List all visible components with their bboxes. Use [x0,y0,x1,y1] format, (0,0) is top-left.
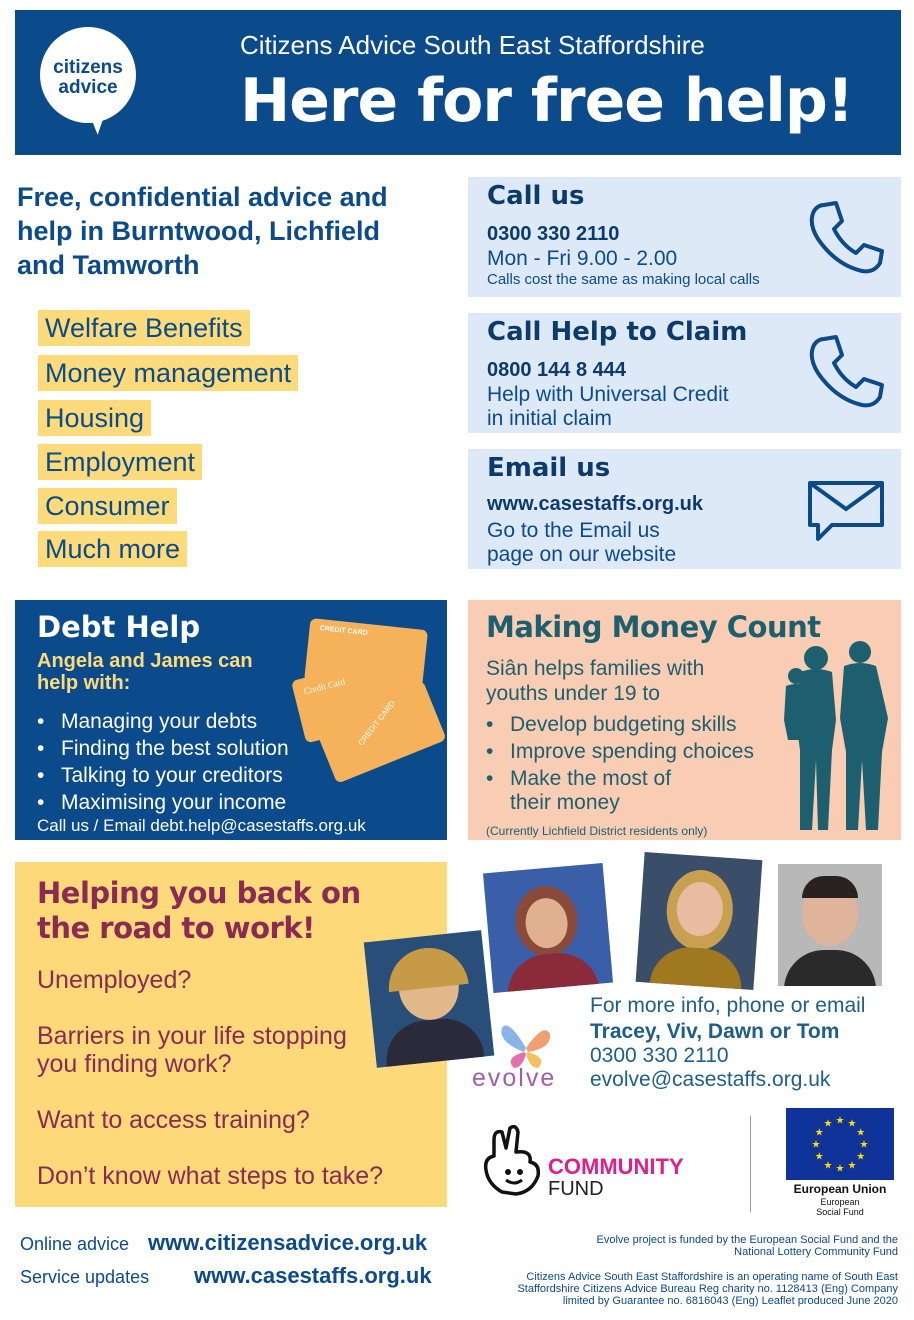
evolve-email[interactable]: evolve@casestaffs.org.uk [590,1068,831,1091]
service-much-more: Much more [38,531,187,567]
phone-icon [806,199,886,277]
debt-subtitle: Angela and James can help with: [37,650,253,694]
debt-bullet: • Finding the best solution [37,735,289,762]
eu-label: European Union [793,1182,887,1196]
family-silhouette-icon [778,640,896,835]
work-question: Want to access training? [37,1106,310,1134]
envelope-icon [806,479,886,543]
help-to-claim-line1: Help with Universal Credit [487,383,729,406]
eu-star: ★ [814,1151,824,1163]
eu-flag-icon [786,1108,894,1180]
eu-star: ★ [856,1151,866,1163]
evolve-logo-text: evolve [472,1064,557,1092]
national-lottery-hand-icon [480,1122,546,1200]
staff-photo [636,852,763,990]
card-label: Credit Card [302,676,347,697]
money-title: Making Money Count [486,610,821,644]
email-us-url[interactable]: www.casestaffs.org.uk [487,493,703,515]
eu-star: ★ [823,1160,833,1172]
money-intro: Siân helps families with youths under 19 to [486,657,705,705]
evolve-butterfly-icon [498,1018,554,1070]
staff-photo [778,864,882,986]
money-bullet: • Develop budgeting skills [486,713,786,737]
service-housing: Housing [38,400,151,436]
eu-star: ★ [847,1160,857,1172]
fund-text: FUND [548,1178,604,1200]
call-us-box [468,177,901,297]
help-to-claim-title: Call Help to Claim [487,317,748,347]
phone-icon [806,333,886,411]
money-bullet: • Make the most of their money [486,767,700,815]
debt-bullet: • Maximising your income [37,789,289,816]
eu-star: ★ [856,1127,866,1139]
evolve-names: Tracey, Viv, Dawn or Tom [590,1020,840,1043]
headline: Here for free help! [240,66,854,136]
money-bullet: • Improve spending choices [486,740,786,764]
call-us-title: Call us [487,181,585,211]
eu-star: ★ [823,1118,833,1130]
organisation-name: Citizens Advice South East Staffordshire [240,30,705,60]
card-label: CREDIT CARD [319,625,368,638]
email-us-line2: page on our website [487,543,677,566]
service-updates-label: Service updates [20,1267,150,1287]
eu-star: ★ [859,1139,869,1151]
eu-star: ★ [847,1118,857,1130]
money-bullets [486,713,786,815]
help-to-claim-line2: in initial claim [487,407,612,430]
funding-note: Evolve project is funded by the European Social Fund and the National Lottery Community Fund [596,1234,898,1258]
logo-text: citizens advice [53,57,123,98]
help-to-claim-phone[interactable]: 0800 144 8 444 [487,359,627,381]
service-employment: Employment [38,444,202,480]
email-us-line1: Go to the Email us [487,519,660,542]
card-label: CREDIT CARD [356,698,398,748]
call-us-note: Calls cost the same as making local calls [487,271,760,288]
debt-contact[interactable]: Call us / Email debt.help@casestaffs.org.uk [37,816,366,835]
eu-star: ★ [814,1127,824,1139]
money-note: (Currently Lichfield District residents only) [486,824,708,838]
evolve-line1: For more info, phone or email [590,994,866,1017]
online-advice-label: Online advice [20,1234,130,1254]
service-money-management: Money management [38,355,298,391]
call-us-hours: Mon - Fri 9.00 - 2.00 [487,247,678,270]
eu-star: ★ [811,1139,821,1151]
community-fund-text: COMMUNITY [548,1154,684,1179]
call-us-phone[interactable]: 0300 330 2110 [487,223,620,245]
debt-bullets [37,708,289,816]
eu-star: ★ [835,1163,845,1175]
service-consumer: Consumer [38,488,177,524]
work-question: Barriers in your life stopping you finding work? [37,1022,347,1078]
debt-title: Debt Help [37,610,201,644]
email-us-title: Email us [487,453,611,483]
debt-bullet: • Managing your debts [37,708,289,735]
work-question: Unemployed? [37,966,192,994]
eu-star: ★ [835,1115,845,1127]
esf-label-2: Social Fund [816,1207,864,1217]
staff-photo [483,863,613,993]
help-to-claim-box [468,313,901,433]
email-us-box [468,449,901,569]
staff-photo [364,930,495,1068]
work-question: Don’t know what steps to take? [37,1162,384,1190]
service-welfare-benefits: Welfare Benefits [38,310,250,346]
evolve-phone[interactable]: 0300 330 2110 [590,1044,729,1067]
debt-bullet: • Talking to your creditors [37,762,289,789]
making-money-count-panel [468,600,901,840]
online-advice-link[interactable]: www.citizensadvice.org.uk [148,1230,428,1255]
intro-text: Free, confidential advice and help in Burntwood, Lichfield and Tamworth [17,182,388,280]
funder-divider [750,1116,751,1212]
work-title: Helping you back on the road to work! [37,876,361,945]
legal-text: Citizens Advice South East Staffordshire is an operating name of South East Staffordshire Citizens Advice Bureau Reg charity no. 1128413 (Eng) Company limited by Guarantee no. 6816043 (Eng) Leaflet produced June 2020 [517,1271,898,1307]
service-updates-link[interactable]: www.casestaffs.org.uk [194,1263,432,1288]
esf-label-1: European [820,1197,860,1207]
debt-help-panel [15,600,447,840]
